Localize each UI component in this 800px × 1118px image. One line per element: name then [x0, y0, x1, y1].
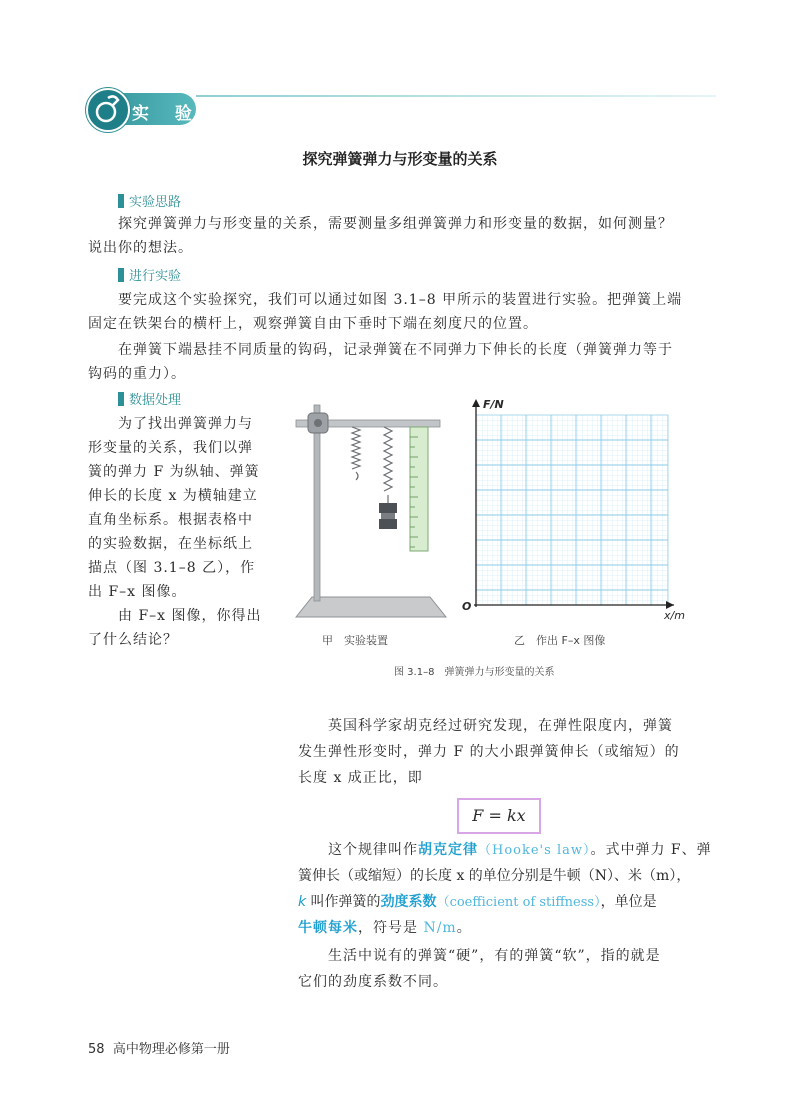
experiment-p1-line-2: 固定在铁架台的横杆上，观察弹簧自由下垂时下端在刻度尺的位置。	[88, 316, 538, 332]
section-banner-label: 实 验	[132, 104, 202, 124]
ruler	[410, 427, 428, 551]
body-p3-line-2: 它们的劲度系数不同。	[298, 974, 448, 990]
text-span: ，单位是	[600, 894, 657, 910]
unit-symbol: N/m	[423, 920, 457, 936]
body-p2-line-2: 簧伸长（或缩短）的长度 x 的单位分别是牛顿（N）、米（m），	[298, 868, 691, 884]
data-line: 为了找出弹簧弹力与	[118, 416, 253, 432]
x-axis-arrow	[666, 601, 674, 609]
caption-right: 乙 作出 F–x 图像	[514, 634, 606, 647]
text-span: 叫作弹簧的	[306, 894, 381, 910]
graph-paper	[476, 415, 668, 605]
experiment-p1-line-1: 要完成这个实验探究，我们可以通过如图 3.1–8 甲所示的装置进行实验。把弹簧上端	[118, 292, 683, 308]
spring-1	[352, 427, 360, 480]
question-line-2: 了什么结论？	[88, 632, 178, 648]
body-p2-line-1	[328, 838, 712, 863]
term-hookes-law: 胡克定律	[418, 842, 478, 858]
y-axis-arrow	[472, 399, 480, 407]
idea-line-2: 说出你的想法。	[88, 240, 193, 256]
text-span: 。式中弹力 F、弹	[590, 842, 712, 858]
text-span: 。	[456, 920, 472, 936]
book-title: 高中物理必修第一册	[112, 1042, 230, 1057]
stand-rod	[314, 405, 320, 601]
body-p3-line-1: 生活中说有的弹簧“硬”，有的弹簧“软”，指的就是	[328, 948, 661, 964]
data-line: 直角坐标系。根据表格中	[88, 512, 253, 528]
section-label-text: 进行实验	[129, 269, 182, 284]
page-footer	[88, 1038, 230, 1057]
fx-grid-figure	[462, 395, 692, 620]
clamp-screw	[314, 419, 322, 427]
data-line: 簧的弹力 F 为纵轴、弹簧	[88, 464, 260, 480]
section-label-experiment	[118, 265, 181, 284]
apparatus-figure	[290, 385, 450, 625]
data-line: 伸长的长度 x 为横轴建立	[88, 488, 258, 504]
body-p1-line-1: 英国科学家胡克经过研究发现，在弹性限度内，弹簧	[328, 718, 673, 734]
hooke-formula: F = kx	[457, 798, 541, 834]
data-line: 描点（图 3.1–8 乙），作	[88, 560, 256, 576]
term-unit: 牛顿每米	[298, 920, 358, 936]
body-p2-line-3	[298, 890, 657, 915]
origin-label: O	[462, 600, 472, 613]
text-span: ，符号是	[358, 920, 424, 936]
term-stiffness-en: （coefficient of stiffness）	[436, 895, 601, 910]
section-label-text: 数据处理	[129, 393, 182, 408]
body-p1-line-3: 长度 x 成正比，即	[298, 770, 423, 786]
section-label-data	[118, 389, 181, 408]
question-line-1: 由 F–x 图像，你得出	[118, 608, 262, 624]
hook-weights	[379, 503, 397, 529]
section-mark	[118, 194, 124, 208]
page-number: 58	[88, 1042, 105, 1057]
header-rule	[196, 95, 716, 97]
data-line: 出 F–x 图像。	[88, 584, 187, 600]
body-p1-line-2: 发生弹性形变时，弹力 F 的大小跟弹簧伸长（或缩短）的	[298, 744, 680, 760]
experiment-p2-line-1: 在弹簧下端悬挂不同质量的钩码，记录弹簧在不同弹力下伸长的长度（弹簧弹力等于	[118, 342, 673, 358]
data-line: 形变量的关系，我们以弹	[88, 440, 253, 456]
y-axis-label: F/N	[483, 398, 504, 411]
figure-caption: 图 3.1–8 弹簧弹力与形变量的关系	[394, 667, 555, 678]
idea-line-1: 探究弹簧弹力与形变量的关系，需要测量多组弹簧弹力和形变量的数据，如何测量？	[118, 216, 673, 232]
section-mark	[118, 392, 124, 406]
experiment-p2-line-2: 钩码的重力）。	[88, 366, 186, 382]
caption-left: 甲 实验装置	[322, 634, 388, 647]
text-span: 这个规律叫作	[328, 842, 418, 858]
spring-2	[384, 427, 392, 503]
term-hookes-law-en: （Hooke's law）	[478, 843, 591, 858]
x-axis-label: x/m	[664, 609, 685, 622]
symbol-k: k	[298, 894, 307, 910]
experiment-icon	[86, 88, 130, 132]
section-mark	[118, 268, 124, 282]
data-line: 的实验数据，在坐标纸上	[88, 536, 253, 552]
section-label-idea	[118, 191, 181, 210]
section-label-text: 实验思路	[129, 195, 182, 210]
term-stiffness: 劲度系数	[380, 894, 437, 910]
page-title: 探究弹簧弹力与形变量的关系	[302, 150, 498, 168]
body-p2-line-4	[298, 916, 472, 940]
data-paragraph	[88, 412, 273, 652]
